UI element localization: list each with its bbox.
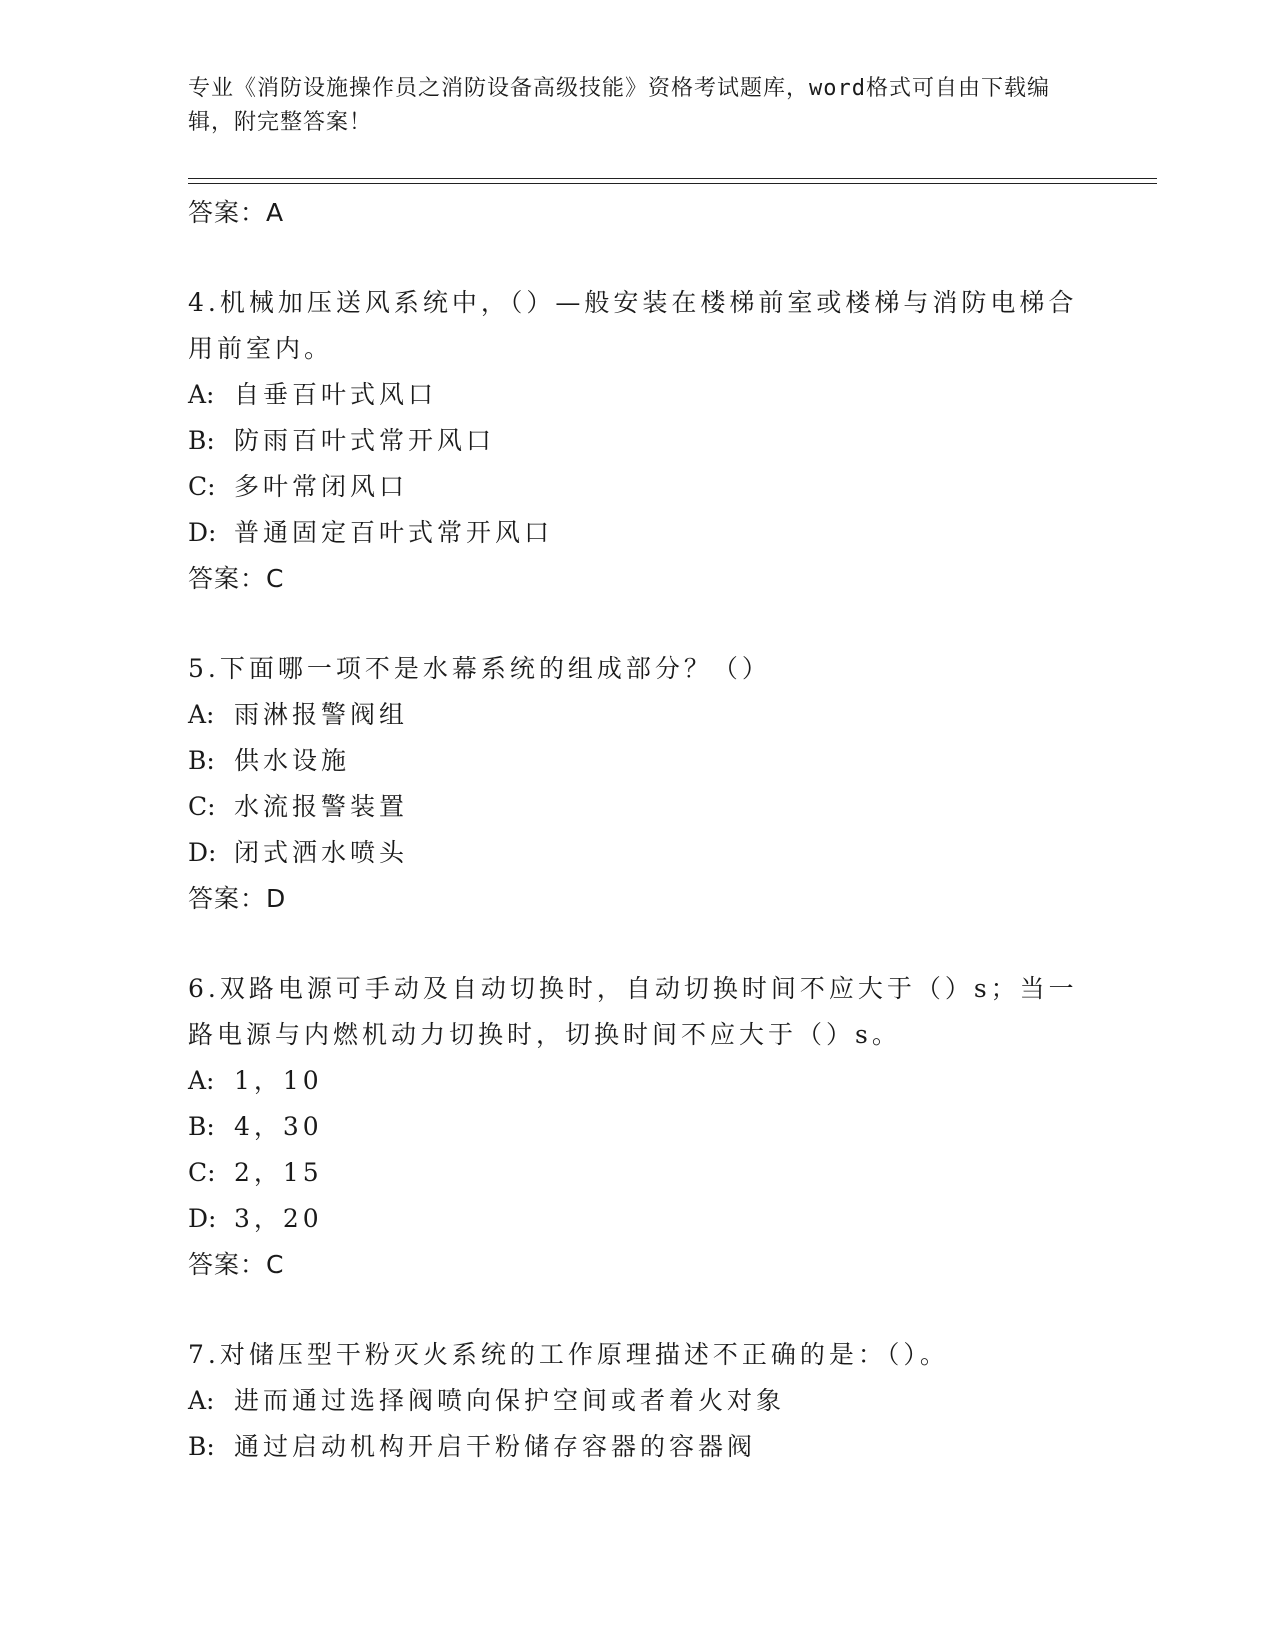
question-block <box>188 966 1088 1288</box>
option-item <box>188 1104 1088 1150</box>
option-item <box>188 1378 1088 1424</box>
option-item <box>188 830 1088 876</box>
question-block <box>188 280 1088 602</box>
option-item <box>188 738 1088 784</box>
document-header <box>188 72 1088 140</box>
option-item <box>188 418 1088 464</box>
question-list <box>188 190 1088 1470</box>
answer-line: 答案：A <box>188 198 285 227</box>
option-item <box>188 692 1088 738</box>
option-item <box>188 1196 1088 1242</box>
question-block <box>188 1332 1088 1470</box>
option-item <box>188 1424 1088 1470</box>
answer-line: 答案：D <box>188 884 287 913</box>
option-text: 通过启动机构开启干粉储存容器的容器阀 <box>234 1432 757 1461</box>
option-text: 雨淋报警阀组 <box>234 700 409 729</box>
header-divider-top <box>188 178 1157 179</box>
answer-line: 答案：C <box>188 564 285 593</box>
option-letter: D: <box>188 1204 217 1233</box>
option-text: 多叶常闭风口 <box>234 472 409 501</box>
option-item <box>188 510 1088 556</box>
option-text: 1，10 <box>234 1066 323 1095</box>
option-text: 进而通过选择阀喷向保护空间或者着火对象 <box>234 1386 786 1415</box>
option-letter: B: <box>188 426 215 455</box>
option-letter: D: <box>188 518 217 547</box>
option-letter: A: <box>188 380 215 409</box>
option-item <box>188 1150 1088 1196</box>
option-letter: C: <box>188 472 216 501</box>
option-text: 2，15 <box>234 1158 323 1187</box>
question-text: 7.对储压型干粉灭火系统的工作原理描述不正确的是：（）。 <box>188 1340 949 1369</box>
option-letter: C: <box>188 792 216 821</box>
option-text: 闭式洒水喷头 <box>234 838 409 867</box>
option-item <box>188 1058 1088 1104</box>
option-text: 4，30 <box>234 1112 323 1141</box>
header-intro-text: 专业《消防设施操作员之消防设备高级技能》资格考试题库，word格式可自由下载编辑，附完整答案！ <box>188 76 1050 135</box>
option-letter: B: <box>188 1112 215 1141</box>
header-divider-bottom <box>188 183 1157 184</box>
option-letter: B: <box>188 746 215 775</box>
answer-line: 答案：C <box>188 1250 285 1279</box>
option-item <box>188 464 1088 510</box>
question-block <box>188 646 1088 922</box>
option-letter: D: <box>188 838 217 867</box>
option-text: 防雨百叶式常开风口 <box>234 426 496 455</box>
option-letter: A: <box>188 700 215 729</box>
option-letter: B: <box>188 1432 215 1461</box>
option-text: 3，20 <box>234 1204 323 1233</box>
option-item <box>188 784 1088 830</box>
option-letter: A: <box>188 1066 215 1095</box>
option-letter: C: <box>188 1158 216 1187</box>
question-text: 6.双路电源可手动及自动切换时，自动切换时间不应大于（）s；当一路电源与内燃机动力切换时，切换时间不应大于（）s。 <box>188 974 1078 1049</box>
option-letter: A: <box>188 1386 215 1415</box>
option-text: 自垂百叶式风口 <box>234 380 438 409</box>
option-text: 水流报警装置 <box>234 792 409 821</box>
question-text: 5.下面哪一项不是水幕系统的组成部分？（） <box>188 654 771 683</box>
option-item <box>188 372 1088 418</box>
option-text: 普通固定百叶式常开风口 <box>234 518 554 547</box>
question-text: 4.机械加压送风系统中，（）—般安装在楼梯前室或楼梯与消防电梯合用前室内。 <box>188 288 1078 363</box>
option-text: 供水设施 <box>234 746 351 775</box>
